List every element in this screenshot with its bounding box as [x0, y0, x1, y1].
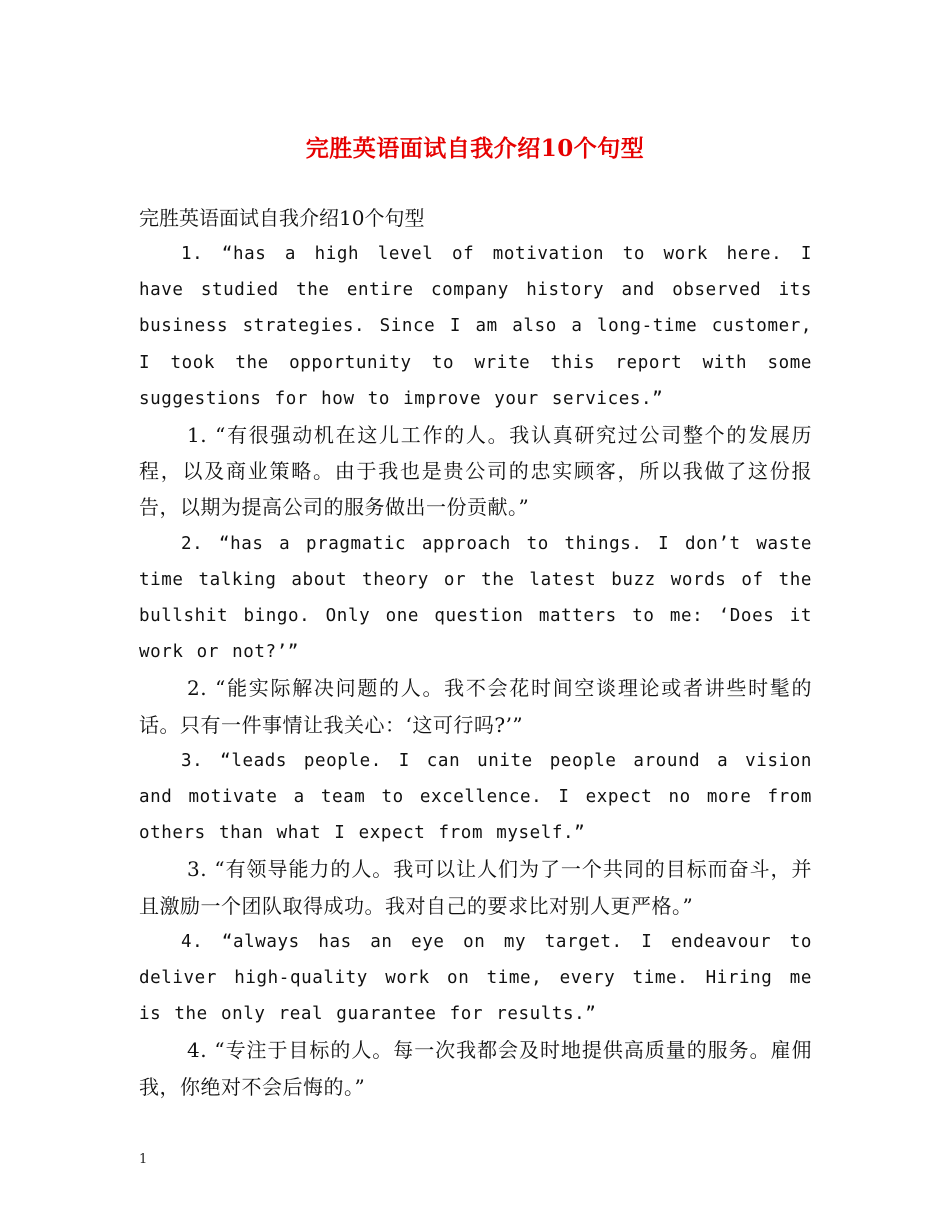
paragraph-en-4: 4. “always has an eye on my target. I endeavour to deliver high-quality work on time, every time. Hiring me is the only real guarantee for results.” — [139, 931, 812, 1025]
paragraph-zh-4: 4. “专注于目标的人。每一次我都会及时地提供高质量的服务。雇佣我，你绝对不会后悔的。” — [139, 1038, 812, 1099]
paragraph-en-3: 3. “leads people. I can unite people around a vision and motivate a team to excellence. I expect no more from others than what I expect from myself.” — [139, 750, 812, 844]
document-body — [139, 200, 812, 1105]
paragraph-en-2: 2. “has a pragmatic approach to things. I don’t waste time talking about theory or the latest buzz words of the bullshit bingo. Only one question matters to me: ‘Does it work or not?’” — [139, 533, 812, 663]
paragraph-en-1: 1. “has a high level of motivation to work here. I have studied the entire company history and observed its business strategies. Since I am also a long-time customer, I took the opportunity to write this report with some suggestions for how to improve your services.” — [139, 244, 812, 409]
document-title: 完胜英语面试自我介绍10个句型 — [305, 135, 645, 162]
paragraph-zh-1: 1. “有很强动机在这儿工作的人。我认真研究过公司整个的发展历程，以及商业策略。由于我也是贵公司的忠实顾客，所以我做了这份报告，以期为提高公司的服务做出一份贡献。” — [139, 423, 812, 520]
document-subtitle: 完胜英语面试自我介绍10个句型 — [139, 206, 425, 230]
paragraph-zh-3: 3. “有领导能力的人。我可以让人们为了一个共同的目标而奋斗，并且激励一个团队取得成功。我对自己的要求比对别人更严格。” — [139, 857, 812, 918]
page-number: 1 — [139, 1152, 148, 1167]
paragraph-zh-2: 2. “能实际解决问题的人。我不会花时间空谈理论或者讲些时髦的话。只有一件事情让我关心：‘这可行吗?’” — [139, 676, 812, 737]
